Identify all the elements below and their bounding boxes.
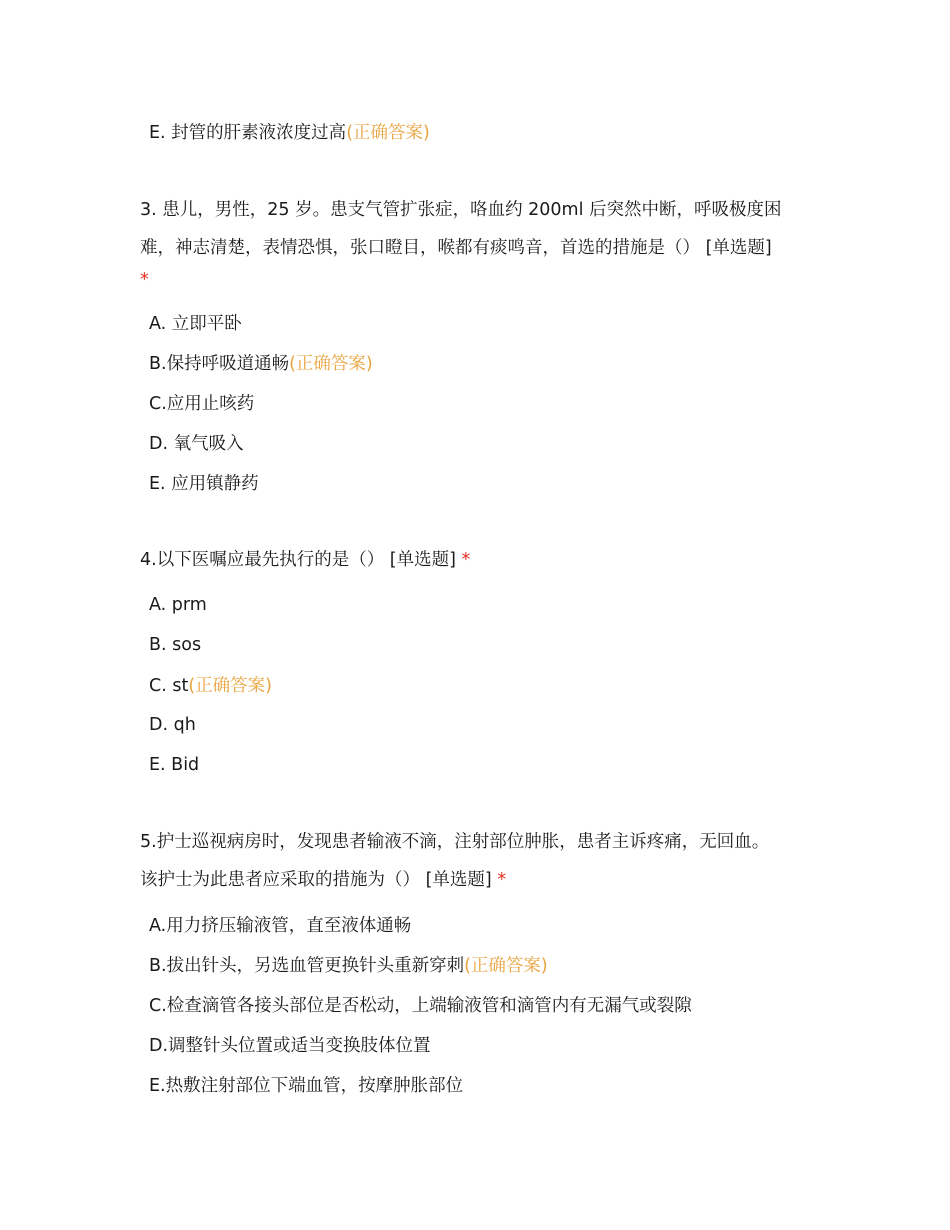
correct-answer-marker: (正确答案) xyxy=(289,354,373,374)
question-5-option-d: D.调整针头位置或适当变换肢体位置 xyxy=(149,1036,431,1056)
correct-answer-marker: (正确答案) xyxy=(346,123,430,143)
required-marker: * xyxy=(497,870,507,890)
correct-answer-marker: (正确答案) xyxy=(188,676,272,696)
question-text: 该护士为此患者应采取的措施为（） xyxy=(140,870,420,890)
question-3-text-line-2 xyxy=(140,236,772,260)
question-3-option-e: E. 应用镇静药 xyxy=(149,474,259,494)
option-text: E. 封管的肝素液浓度过高 xyxy=(149,123,347,143)
question-3-option-c: C.应用止咳药 xyxy=(149,394,255,414)
question-text: 难，神志清楚，表情恐惧，张口瞪目，喉都有痰鸣音，首选的措施是（） xyxy=(140,238,700,258)
question-5-option-c: C.检查滴管各接头部位是否松动，上端输液管和滴管内有无漏气或裂隙 xyxy=(149,996,692,1016)
option-text: B.保持呼吸道通畅 xyxy=(149,354,290,374)
required-marker: * xyxy=(461,550,471,570)
question-3-option-d: D. 氧气吸入 xyxy=(149,434,244,454)
question-type-tag: [单选题] xyxy=(425,870,492,890)
question-3-text-line-1: 3. 患儿，男性，25 岁。患支气管扩张症，咯血约 200ml 后突然中断，呼吸极度困 xyxy=(140,200,782,220)
option-text: B.拔出针头，另选血管更换针头重新穿刺 xyxy=(149,956,465,976)
question-type-tag: [单选题] xyxy=(705,238,772,258)
question-4-option-d: D. qh xyxy=(149,715,196,735)
question-4-option-c xyxy=(149,674,272,698)
question-5-text-line-2 xyxy=(140,868,506,892)
question-5-option-e: E.热敷注射部位下端血管，按摩肿胀部位 xyxy=(149,1076,464,1096)
question-text: 4.以下医嘱应最先执行的是（） xyxy=(140,550,385,570)
correct-answer-marker: (正确答案) xyxy=(464,956,548,976)
question-3-option-b xyxy=(149,352,373,376)
question-5-option-b xyxy=(149,954,548,978)
question-5-option-a: A.用力挤压输液管，直至液体通畅 xyxy=(149,916,412,936)
question-3-option-a: A. 立即平卧 xyxy=(149,314,242,334)
question-4-option-b: B. sos xyxy=(149,635,202,655)
required-marker: * xyxy=(140,270,149,290)
question-5-text-line-1: 5.护士巡视病房时，发现患者输液不滴，注射部位肿胀，患者主诉疼痛，无回血。 xyxy=(140,832,770,852)
option-text: C. st xyxy=(149,676,189,696)
question-type-tag: [单选题] xyxy=(389,550,456,570)
question-4-option-e: E. Bid xyxy=(149,755,200,775)
prev-question-option-e xyxy=(149,121,430,145)
question-4-option-a: A. prm xyxy=(149,595,207,615)
question-4-text-line-1 xyxy=(140,548,470,572)
